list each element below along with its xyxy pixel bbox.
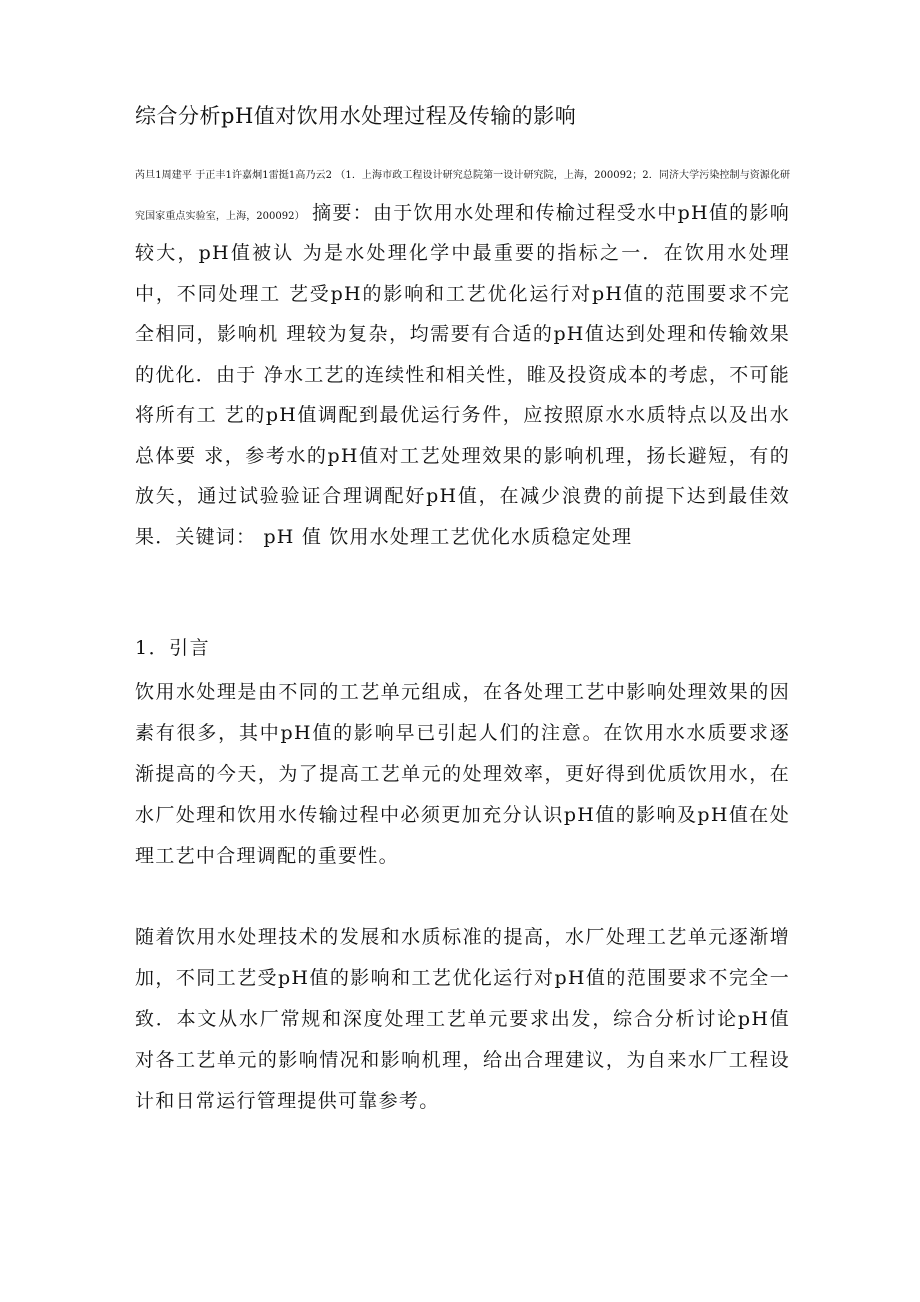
introduction-paragraph-1: 饮用水处理是由不同的工艺单元组成，在各处理工艺中影响处理效果的因素有很多，其中pH值的影响早已引起人们的注意。在饮用水水质要求逐渐提高的今天，为了提高工艺单元的处理效率，更好得到优质饮用水，在水厂处理和饮用水传输过程中必须更加充分认识pH值的影响及pH值在处理工艺中合理调配的重要性。	[135, 681, 790, 867]
section-heading-introduction: 1．引言	[135, 637, 211, 659]
abstract-text: 摘要：由于饮用水处理和传榆过程受水中pH值的影响较大，pH值被认 为是水处理化学中最重要的指标之一．在饮用水处理中，不同处理工 艺受pH的影响和工艺优化运行对pH值的范围要求不完全相同，影响机 理较为复杂，均需要有合适的pH值达到处理和传输效果的优化．由于 净水工艺的连续性和相关性，睢及投资成本的考虑，不可能将所有工 艺的pH值调配到最优运行务件，应按照原水水质特点以及出水总体要 求，参考水的pH值对工艺处理效果的影响机理，扬长避短，有的放矢，通过试验验证合理调配好pH值，在减少浪费的前提下达到最佳效果．	[135, 201, 790, 548]
keywords-text: 关键词： pH 值 饮用水处理工艺优化水质稳定处理	[175, 525, 633, 548]
document-title: 综合分析pH值对饮用水处理过程及传输的影响	[135, 104, 577, 128]
introduction-paragraph-2: 随着饮用水处理技术的发展和水质标准的提高，水厂处理工艺单元逐渐增加，不同工艺受pH值的影响和工艺优化运行对pH值的范围要求不完全一致．本文从水厂常规和深度处理工艺单元要求出发，综合分析讨论pH值对各工艺单元的影响情况和影响机理，给出合理建议，为自来水厂工程设计和日常运行管理提供可靠参考。	[135, 926, 790, 1112]
abstract-block	[135, 152, 790, 557]
authors-affiliation: 芮旦1周建平 于正丰1许嘉炯1雷挺1高乃云2 （1．上海市政工程设计研究总院第一设计研究院，上海，200092；2．同济大学污染控制与资源化研究国家重点实验室，上海，200092）	[135, 170, 790, 222]
